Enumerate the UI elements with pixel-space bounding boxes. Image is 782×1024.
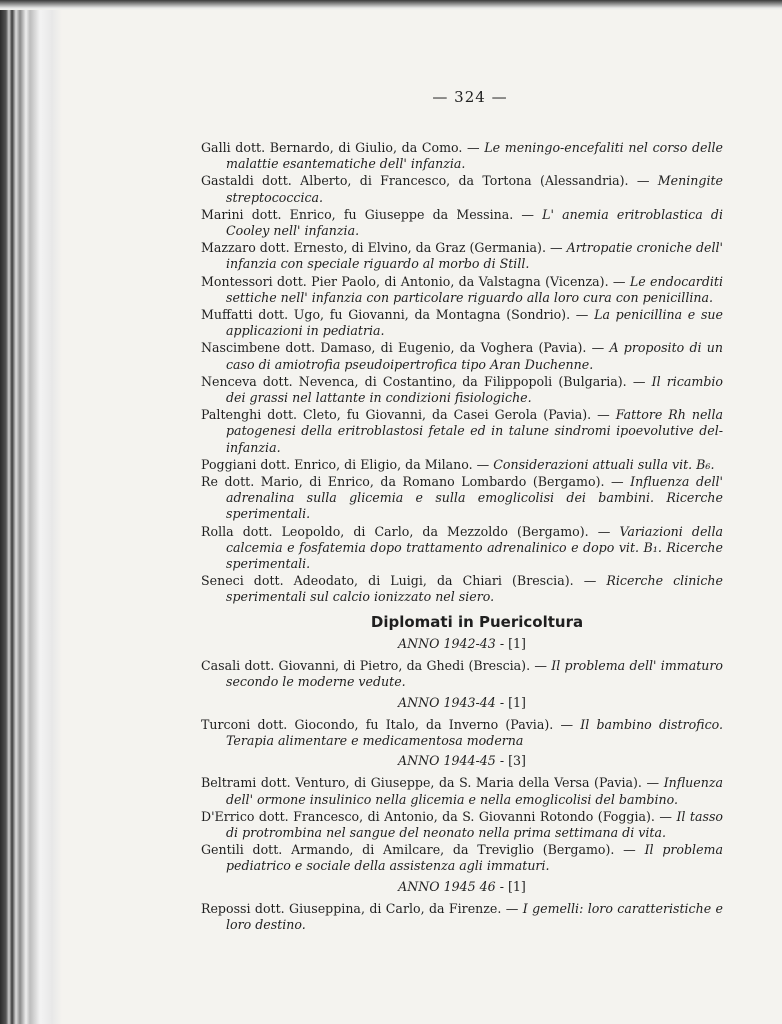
list-item — [201, 524, 723, 573]
list-item — [201, 457, 723, 473]
entry-title: Ricerche cliniche sperimentali sul calcio ionizzato nel siero. — [226, 573, 723, 605]
list-item — [201, 809, 723, 841]
entry-title: La penicillina e sue applicazioni in pediatria. — [226, 307, 723, 339]
year-count: - [1] — [499, 878, 526, 894]
entry-author: Turconi dott. Giocondo, fu Italo, da Inverno (Pavia). — — [201, 716, 574, 732]
entry-title: Le endocarditi settiche nell' infanzia con particolare riguardo alla loro cura con penicillina. — [226, 273, 723, 305]
list-item — [201, 658, 723, 690]
entry-title: Meningite streptococcica. — [226, 173, 723, 205]
entry-title: Il bambino distrofico. Terapia alimentare e medicamentosa moderna — [226, 716, 723, 748]
year-label: ANNO 1943-44 — [398, 694, 496, 710]
year-count: - [3] — [499, 753, 526, 769]
list-item — [201, 307, 723, 339]
entry-author: Marini dott. Enrico, fu Giuseppe da Messina. — — [201, 206, 534, 222]
entry-title: Il problema pediatrico e sociale della assistenza agli immaturi. — [226, 842, 723, 874]
list-item — [201, 573, 723, 605]
year-label: ANNO 1942-43 — [398, 635, 496, 651]
list-item — [201, 140, 723, 172]
entry-author: Galli dott. Bernardo, di Giulio, da Como. — — [201, 140, 480, 155]
entry-title: Considerazioni attuali sulla vit. B₆. — [493, 456, 715, 472]
entry-author: Rolla dott. Leopoldo, di Carlo, da Mezzoldo (Bergamo). — — [201, 523, 611, 539]
entry-author: Montessori dott. Pier Paolo, di Antonio, da Valstagna (Vicenza). — — [201, 273, 626, 289]
entry-title: Il problema dell' immaturo secondo le moderne vedute. — [226, 658, 723, 690]
year-label: ANNO 1945 46 — [398, 878, 496, 894]
list-item — [201, 474, 723, 523]
entry-title: Influenza dell' adrenalina sulla glicemia e sulla emoglicolisi dei bambini. Ricerche sperimentali. — [226, 474, 723, 522]
entry-author: Gentili dott. Armando, di Amilcare, da Treviglio (Bergamo). — — [201, 842, 636, 858]
entry-title: I gemelli: loro caratteristiche e loro destino. — [226, 900, 723, 932]
entry-author: Beltrami dott. Venturo, di Giuseppe, da S. Maria della Versa (Pavia). — — [201, 775, 660, 791]
entry-title: Il tasso di protrombina nel sangue del neonato nella prima settimana di vita. — [226, 808, 723, 840]
year-count: - [1] — [499, 635, 526, 651]
year-heading — [201, 695, 723, 711]
entry-author: Repossi dott. Giuseppina, di Carlo, da Firenze. — — [201, 900, 519, 916]
year-heading — [201, 636, 723, 652]
list-item — [201, 173, 723, 205]
entry-author: Muffatti dott. Ugo, fu Giovanni, da Montagna (Sondrio). — — [201, 307, 589, 323]
entry-title: L' anemia eritroblastica di Cooley nell' infanzia. — [226, 206, 723, 239]
list-item — [201, 207, 723, 239]
entry-title: Il ricambio dei grassi nel lattante in condizioni fisiologiche. — [226, 373, 723, 406]
entry-author: Mazzaro dott. Ernesto, di Elvino, da Graz (Germania). — — [201, 240, 563, 256]
list-item — [201, 901, 723, 933]
entry-title: Le meningo-encefaliti nel corso delle malattie esantematiche dell' infanzia. — [226, 140, 723, 172]
page-top-edge — [0, 0, 782, 10]
year-label: ANNO 1944-45 — [398, 753, 496, 769]
year-count: - [1] — [499, 694, 526, 710]
list-item — [201, 374, 723, 406]
list-item — [201, 340, 723, 372]
entry-author: Nascimbene dott. Damaso, di Eugenio, da Voghera (Pavia). — — [201, 340, 605, 356]
entry-author: Poggiani dott. Enrico, di Eligio, da Milano. — — [201, 456, 490, 472]
entry-author: Paltenghi dott. Cleto, fu Giovanni, da Casei Gerola (Pavia). — — [201, 407, 610, 423]
entry-author: Re dott. Mario, di Enrico, da Romano Lombardo (Bergamo). — — [201, 474, 624, 490]
section-heading: Diplomati in Puericoltura — [370, 612, 584, 631]
entry-title: Variazioni della calcemia e fosfatemia dopo trattamento adrenalinico e dopo vit. B₁. Ricerche sperimentali. — [226, 523, 723, 572]
list-item — [201, 717, 723, 749]
entry-title: Fattore Rh nella patogenesi della eritroblastosi fetale ed in talune sindromi ipoevolutive del-infanzia. — [226, 407, 723, 455]
entry-author: Gastaldi dott. Alberto, di Francesco, da Tortona (Alessandria). — — [201, 173, 650, 189]
year-heading — [201, 879, 723, 895]
entry-author: Nenceva dott. Nevenca, di Costantino, da Filippopoli (Bulgaria). — — [201, 373, 646, 389]
book-binding-edge — [0, 0, 62, 1024]
entry-author: Seneci dott. Adeodato, di Luigi, da Chiari (Brescia). — — [201, 573, 597, 589]
entry-title: A proposito di un caso di amiotrofia pseudoipertrofica tipo Aran Duchenne. — [226, 340, 723, 372]
list-item — [201, 775, 723, 807]
list-item — [201, 274, 723, 306]
entry-author: D'Errico dott. Francesco, di Antonio, da S. Giovanni Rotondo (Foggia). — — [201, 808, 672, 824]
entry-title: Influenza dell' ormone insulinico nella glicemia e nella emoglicolisi del bambino. — [226, 775, 723, 807]
list-item — [201, 842, 723, 874]
entry-title: Artropatie croniche dell' infanzia con speciale riguardo al morbo di Still. — [226, 240, 723, 272]
page-content — [201, 140, 723, 934]
list-item — [201, 240, 723, 272]
entry-author: Casali dott. Giovanni, di Pietro, da Ghedi (Brescia). — — [201, 658, 547, 674]
list-item — [201, 407, 723, 456]
page-number: — 324 — — [432, 88, 508, 106]
year-heading — [201, 753, 723, 769]
